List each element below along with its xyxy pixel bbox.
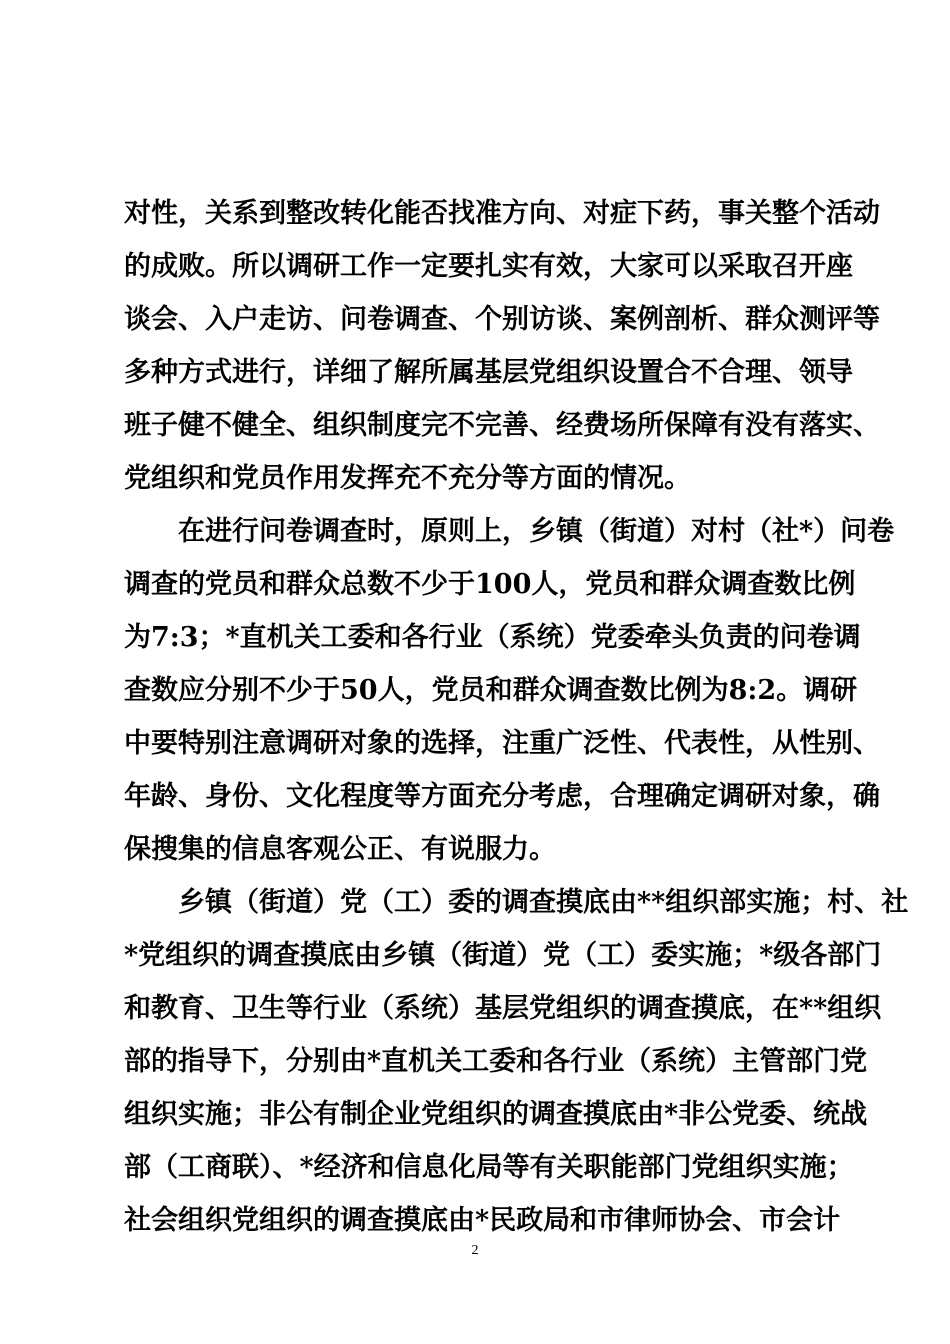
paragraph-1-line-3: 谈会、入户走访、问卷调查、个别访谈、案例剖析、群众测评等 [124, 304, 880, 335]
paragraph-3-line-3: 和教育、卫生等行业（系统）基层党组织的调查摸底，在**组织 [124, 993, 882, 1024]
paragraph-1-line-1: 对性，关系到整改转化能否找准方向、对症下药，事关整个活动 [124, 198, 880, 229]
paragraph-2-line-5: 中要特别注意调研对象的选择，注重广泛性、代表性，从性别、 [124, 728, 880, 759]
paragraph-3-line-5: 组织实施；非公有制企业党组织的调查摸底由*非公党委、统战 [124, 1099, 868, 1130]
paragraph-3-line-1: 乡镇（街道）党（工）委的调查摸底由**组织部实施；村、社 [178, 887, 909, 918]
paragraph-3-line-6: 部（工商联）、*经济和信息化局等有关职能部门党组织实施； [124, 1152, 854, 1183]
paragraph-2-line-3: 为7:3；*直机关工委和各行业（系统）党委牵头负责的问卷调 [124, 622, 861, 653]
paragraph-1-line-2: 的成败。所以调研工作一定要扎实有效，大家可以采取召开座 [124, 251, 853, 282]
paragraph-3-line-2: *党组织的调查摸底由乡镇（街道）党（工）委实施；*级各部门 [124, 940, 882, 971]
paragraph-2-line-6: 年龄、身份、文化程度等方面充分考虑，合理确定调研对象，确 [124, 781, 880, 812]
paragraph-1-line-5: 班子健不健全、组织制度完不完善、经费场所保障有没有落实、 [124, 410, 880, 441]
paragraph-1-line-6: 党组织和党员作用发挥充不充分等方面的情况。 [124, 463, 691, 494]
paragraph-2-line-2: 调查的党员和群众总数不少于100人，党员和群众调查数比例 [124, 569, 856, 600]
paragraph-2-line-1: 在进行问卷调查时，原则上，乡镇（街道）对村（社*）问卷 [178, 516, 895, 547]
page-number: 2 [471, 1243, 479, 1258]
paragraph-1-line-4: 多种方式进行，详细了解所属基层党组织设置合不合理、领导 [124, 357, 853, 388]
paragraph-3-line-7: 社会组织党组织的调查摸底由*民政局和市律师协会、市会计 [124, 1205, 841, 1236]
paragraph-3-line-4: 部的指导下，分别由*直机关工委和各行业（系统）主管部门党 [124, 1046, 868, 1077]
paragraph-2-line-7: 保搜集的信息客观公正、有说服力。 [124, 834, 556, 865]
paragraph-2-line-4: 查数应分别不少于50人，党员和群众调查数比例为8:2。调研 [124, 675, 858, 706]
